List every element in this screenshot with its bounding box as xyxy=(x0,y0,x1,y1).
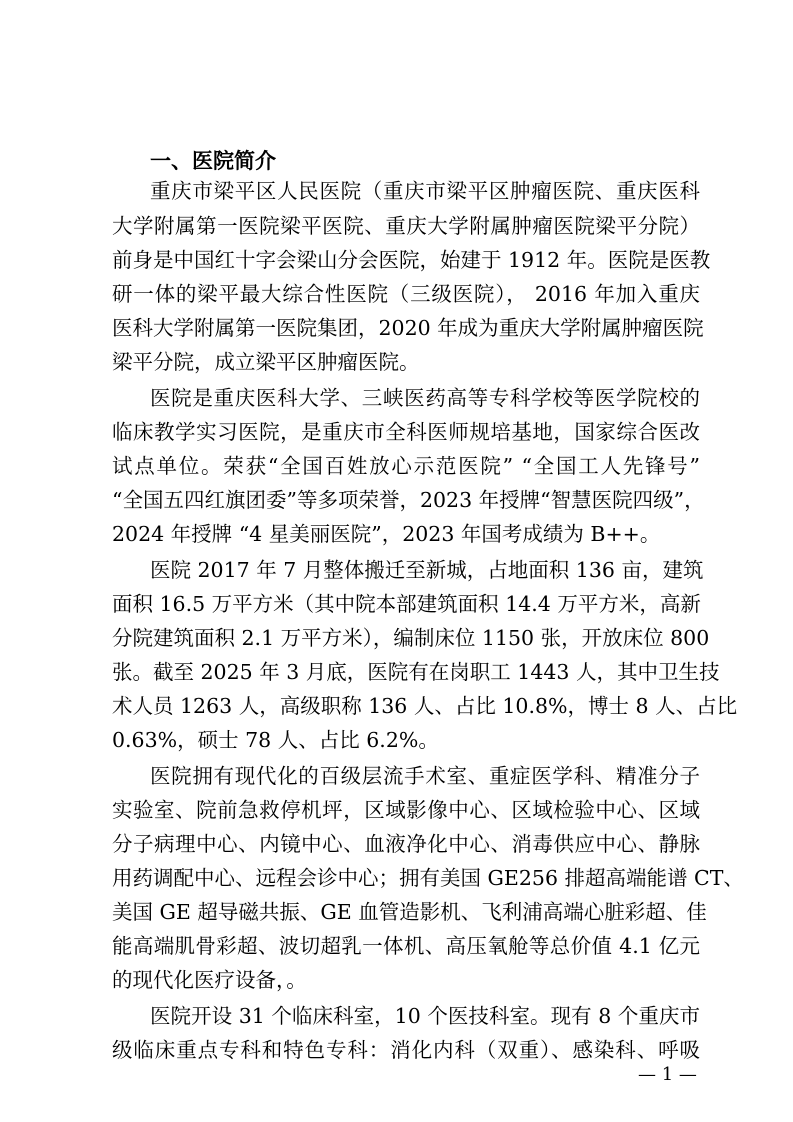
paragraph-line: 术人员 1263 人，高级职称 136 人、占比 10.8%，博士 8 人、占比 xyxy=(112,694,738,718)
paragraph-line: 医院是重庆医科大学、三峡医药高等专科学校等医学院校的 xyxy=(150,386,700,410)
paragraph-line: 美国 GE 超导磁共振、GE 血管造影机、飞利浦高端心脏彩超、佳 xyxy=(112,900,707,924)
paragraph-line: 分院建筑面积 2.1 万平方米），编制床位 1150 张，开放床位 800 xyxy=(112,626,710,650)
paragraph-line: 医院 2017 年 7 月整体搬迁至新城，占地面积 136 亩，建筑 xyxy=(150,558,704,582)
paragraph-line: 2024 年授牌 “4 星美丽医院”，2023 年国考成绩为 B++。 xyxy=(112,522,661,546)
paragraph-line: 面积 16.5 万平方米（其中院本部建筑面积 14.4 万平方米，高新 xyxy=(112,592,701,616)
page-number: — 1 — xyxy=(638,1064,697,1085)
paragraph-line: 梁平分院，成立梁平区肿瘤医院。 xyxy=(112,350,420,374)
paragraph-line: 0.63%，硕士 78 人、占比 6.2%。 xyxy=(112,728,439,752)
paragraph-line: 医院开设 31 个临床科室，10 个医技科室。现有 8 个重庆市 xyxy=(150,1004,700,1028)
paragraph-line: 实验室、院前急救停机坪，区域影像中心、区域检验中心、区域 xyxy=(112,798,700,822)
paragraph-line: 重庆市梁平区人民医院（重庆市梁平区肿瘤医院、重庆医科 xyxy=(150,179,700,203)
paragraph-line: 试点单位。荣获“全国百姓放心示范医院” “全国工人先锋号” xyxy=(112,454,700,478)
paragraph-line: 临床教学实习医院，是重庆市全科医师规培基地，国家综合医改 xyxy=(112,420,700,444)
paragraph-line: 医院拥有现代化的百级层流手术室、重症医学科、精准分子 xyxy=(150,764,700,788)
paragraph-line: 张。截至 2025 年 3 月底，医院有在岗职工 1443 人，其中卫生技 xyxy=(112,660,720,684)
paragraph-line: 的现代化医疗设备，。 xyxy=(112,968,307,992)
paragraph-line: 能高端肌骨彩超、波切超乳一体机、高压氧舱等总价值 4.1 亿元 xyxy=(112,934,700,958)
paragraph-line: 级临床重点专科和特色专科：消化内科（双重）、感染科、呼吸 xyxy=(112,1038,700,1062)
paragraph-line: 前身是中国红十字会梁山分会医院，始建于 1912 年。医院是医教 xyxy=(112,248,711,272)
paragraph-line: 大学附属第一医院梁平医院、重庆大学附属肿瘤医院梁平分院） xyxy=(112,214,700,238)
paragraph-line: 研一体的梁平最大综合性医院（三级医院）， 2016 年加入重庆 xyxy=(112,282,700,306)
paragraph-line: 用药调配中心、远程会诊中心；拥有美国 GE256 排超高端能谱 CT、 xyxy=(112,866,744,890)
paragraph-line: 分子病理中心、内镜中心、血液净化中心、消毒供应中心、静脉 xyxy=(112,832,700,856)
paragraph-line: “全国五四红旗团委”等多项荣誉，2023 年授牌“智慧医院四级”， xyxy=(112,488,705,512)
section-heading: 一、医院简介 xyxy=(150,149,276,173)
paragraph-line: 医科大学附属第一医院集团，2020 年成为重庆大学附属肿瘤医院 xyxy=(112,316,704,340)
